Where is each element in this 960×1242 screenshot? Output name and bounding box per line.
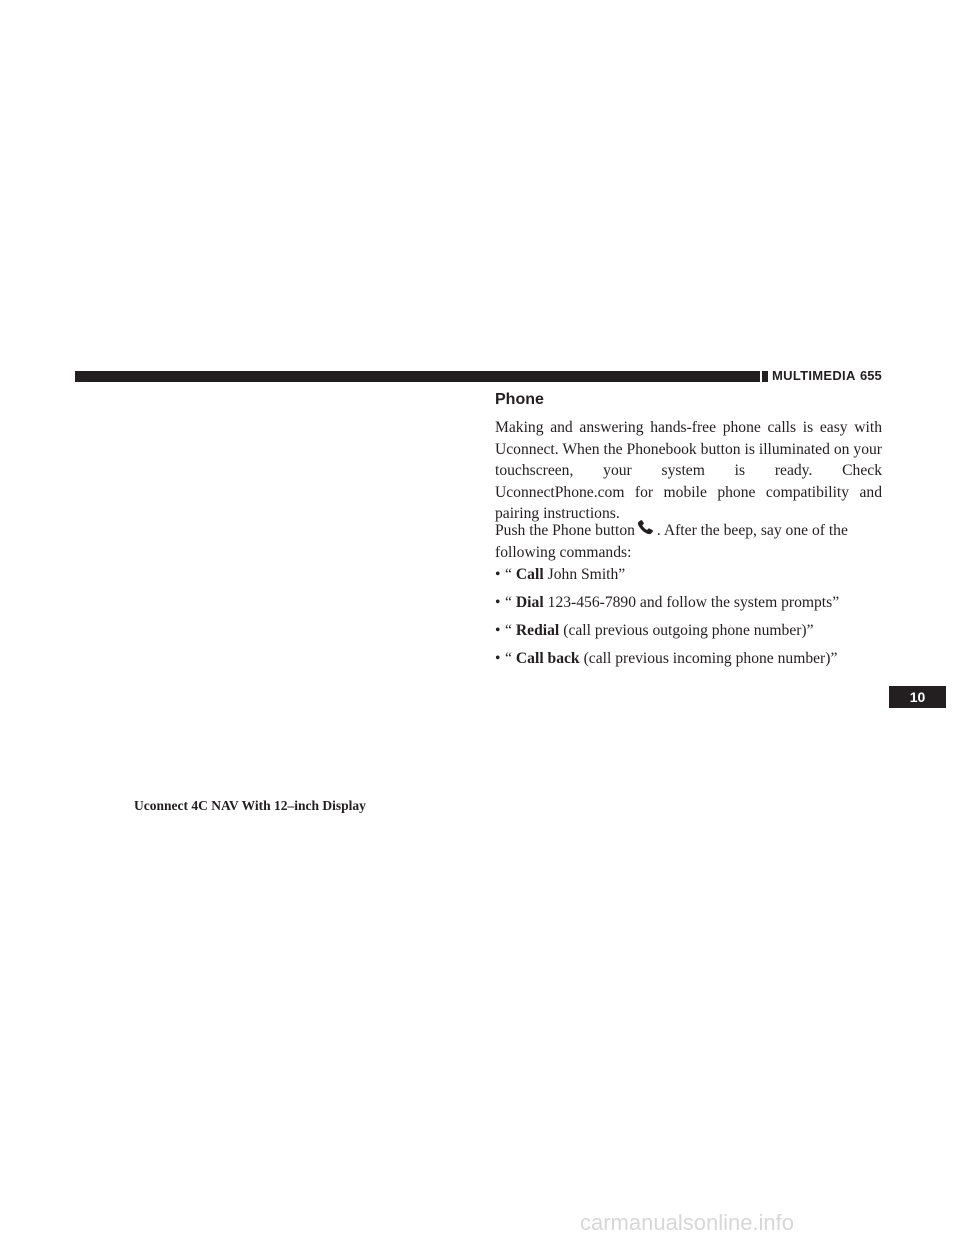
bullet-mark: •: [495, 650, 501, 667]
command-detail: (call previous incoming phone number)”: [583, 650, 838, 667]
command-keyword: Call back: [515, 650, 580, 667]
header-rule: [75, 371, 760, 382]
running-header-section: MULTIMEDIA: [772, 368, 856, 383]
watermark: carmanualsonline.info: [580, 1210, 795, 1235]
quote-open: “: [505, 650, 512, 667]
command-keyword: Call: [515, 566, 544, 583]
figure-caption: Uconnect 4C NAV With 12–inch Display: [134, 798, 366, 813]
bullet-mark: •: [495, 566, 501, 583]
push-phone-paragraph: [495, 520, 882, 563]
section-title: Phone: [495, 391, 544, 408]
command-keyword: Redial: [515, 622, 560, 639]
intro-paragraph: Making and answering hands-free phone calls is easy with Uconnect. When the Phonebook button is illuminated on your touchscreen, your system is ready. Check UconnectPhone.com for mobile phone compatibility and pairing instructions.: [495, 419, 882, 522]
quote-open: “: [505, 622, 512, 639]
voice-command-list: [495, 564, 895, 676]
list-item: [495, 620, 895, 648]
command-detail: 123-456-7890 and follow the system prompts”: [547, 594, 840, 611]
bullet-mark: •: [495, 594, 501, 611]
chapter-tab: 10: [889, 686, 946, 708]
phone-icon: [636, 520, 656, 536]
quote-open: “: [505, 594, 512, 611]
command-detail: (call previous outgoing phone number)”: [563, 622, 814, 639]
header-rule-end: [762, 371, 768, 382]
push-text-before: Push the Phone button: [495, 522, 635, 539]
bullet-mark: •: [495, 622, 501, 639]
list-item: [495, 564, 895, 592]
command-keyword: Dial: [515, 594, 544, 611]
list-item: [495, 592, 895, 620]
push-text-after: . After the beep, say one of the following commands:: [495, 522, 848, 561]
page-number: 655: [860, 368, 882, 383]
quote-open: “: [505, 566, 512, 583]
list-item: [495, 648, 895, 676]
command-detail: John Smith”: [547, 566, 626, 583]
